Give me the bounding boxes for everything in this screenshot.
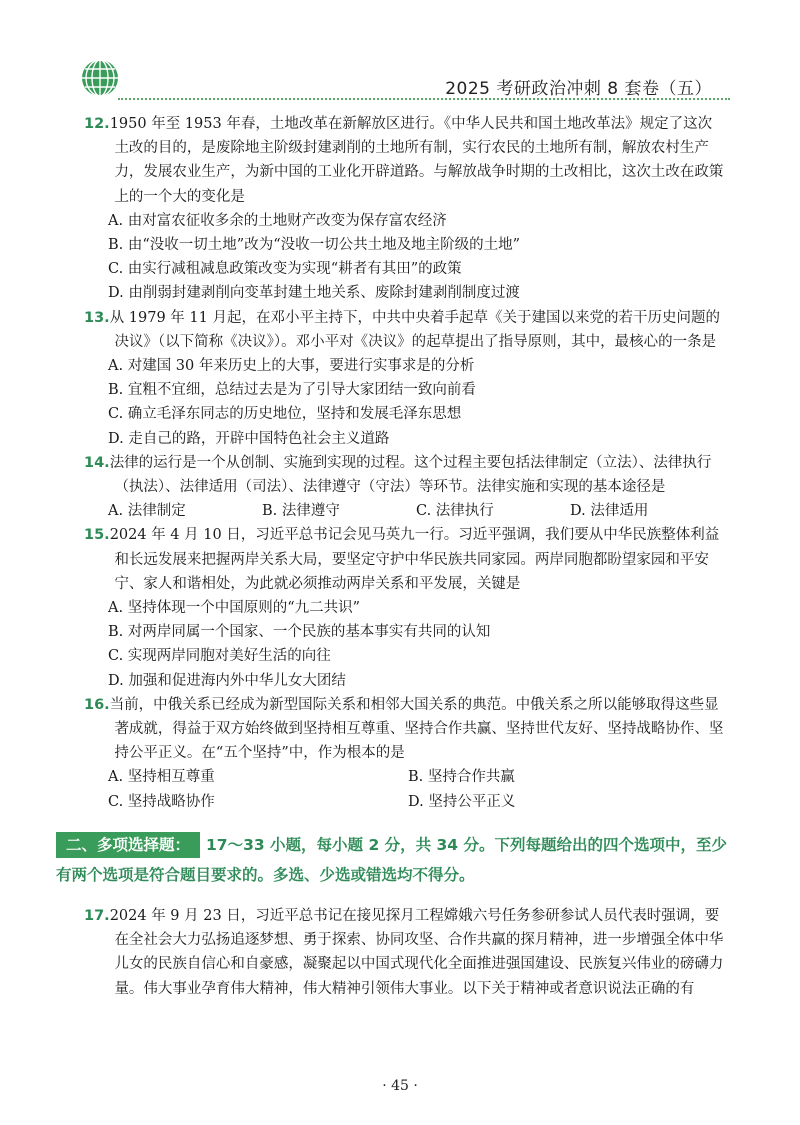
option: B. 法律遵守 (262, 503, 340, 520)
option: B. 由“没收一切土地”改为“没收一切公共土地及地主阶级的土地” (108, 237, 521, 254)
page-header (78, 58, 730, 104)
question-number: 13. (84, 309, 110, 326)
section-instructions: 17～33 小题，每小题 2 分，共 34 分。下列每题给出的四个选项中，至少有两个选项是符合题目要求的。多选、少选或错选均不得分。 (56, 835, 727, 884)
option: A. 坚持相互尊重 (108, 769, 215, 786)
option: B. 对两岸同属一个国家、一个民族的基本事实有共同的认知 (108, 624, 491, 641)
question-number: 15. (84, 527, 110, 544)
option: A. 坚持体现一个中国原则的“九二共识” (108, 600, 361, 617)
question-16 (84, 693, 724, 814)
globe-icon (80, 58, 120, 98)
options-row (84, 765, 724, 789)
option: A. 由对富农征收多余的土地财产改变为保存富农经济 (108, 212, 447, 229)
question-stem: 2024 年 4 月 10 日，习近平总书记会见马英九一行。习近平强调，我们要从中华民族整体利益和长远发展来把握两岸关系大局，要坚定守护中华民族共同家园。两岸同胞都盼望家园和平安宁、家人和谐相处，为此就必须推动两岸关系和平发展，关键是 (109, 527, 720, 592)
option: B. 宜粗不宜细，总结过去是为了引导大家团结一致向前看 (108, 382, 476, 399)
question-stem: 当前，中俄关系已经成为新型国际关系和相邻大国关系的典范。中俄关系之所以能够取得这些显著成就，得益于双方始终做到坚持相互尊重、坚持合作共赢、坚持世代友好、坚持战略协作、坚持公平正义。在“五个坚持”中，作为根本的是 (109, 696, 724, 762)
options-row (84, 790, 724, 814)
question-13 (84, 306, 724, 451)
question-number: 16. (84, 696, 110, 713)
question-stem: 2024 年 9 月 23 日，习近平总书记在接见探月工程嫦娥六号任务参研参试人员代表时强调，要在全社会大力弘扬追逐梦想、勇于探索、协同攻坚、合作共赢的探月精神，进一步增强全体中华儿女的民族自信心和自豪感，凝聚起以中国式现代化全面推进强国建设、民族复兴伟业的磅礴力量。伟大事业孕育伟大精神，伟大精神引领伟大事业。以下关于精神或者意识说法正确的有 (109, 907, 724, 997)
question-14 (84, 451, 724, 524)
option: C. 实现两岸同胞对美好生活的向往 (108, 648, 331, 665)
option: D. 法律适用 (570, 503, 649, 520)
question-15 (84, 523, 724, 692)
question-stem: 法律的运行是一个从创制、实施到实现的过程。这个过程主要包括法律制定（立法）、法律执行（执法）、法律适用（司法）、法律遵守（守法）等环节。法律实施和实现的基本途径是 (109, 454, 712, 496)
option: D. 由削弱封建剥削向变革封建土地关系、废除封建剥削制度过渡 (108, 285, 520, 302)
option: A. 对建国 30 年来历史上的大事，要进行实事求是的分析 (108, 358, 475, 375)
option: D. 加强和促进海内外中华儿女大团结 (108, 672, 346, 689)
question-stem: 1950 年至 1953 年春，土地改革在新解放区进行。《中华人民共和国土地改革法》规定了这次土改的目的，是废除地主阶级封建剥削的土地所有制，实行农民的土地所有制，解放农村生产力，发展农业生产，为新中国的工业化开辟道路。与解放战争时期的土改相比，这次土改在政策上的一个大的变化是 (109, 116, 724, 205)
page-number: · 45 · (382, 1078, 418, 1094)
option: A. 法律制定 (108, 503, 186, 520)
exam-content (56, 112, 727, 1001)
option: B. 坚持合作共赢 (408, 769, 515, 786)
page-title: 2025 考研政治冲刺 8 套卷（五） (445, 79, 712, 99)
option: C. 坚持战略协作 (108, 793, 215, 810)
section-badge: 二、多项选择题： (56, 832, 200, 858)
question-number: 12. (84, 116, 110, 132)
option: D. 走自己的路，开辟中国特色社会主义道路 (108, 430, 390, 447)
question-number: 17. (84, 907, 110, 924)
option: C. 确立毛泽东同志的历史地位，坚持和发展毛泽东思想 (108, 406, 462, 423)
question-stem: 从 1979 年 11 月起，在邓小平主持下，中共中央着手起草《关于建国以来党的若干历史问题的决议》（以下简称《决议》）。邓小平对《决议》的起草提出了指导原则，其中，最核心的一条是 (109, 309, 720, 350)
options-row (84, 499, 724, 523)
question-17 (84, 904, 724, 1001)
option: C. 由实行减租减息政策改变为实现“耕者有其田”的政策 (108, 261, 462, 278)
question-12 (84, 112, 724, 306)
option: C. 法律执行 (416, 503, 494, 520)
question-number: 14. (84, 454, 110, 471)
option: D. 坚持公平正义 (408, 793, 516, 810)
section-heading-multiple-choice (56, 830, 736, 890)
